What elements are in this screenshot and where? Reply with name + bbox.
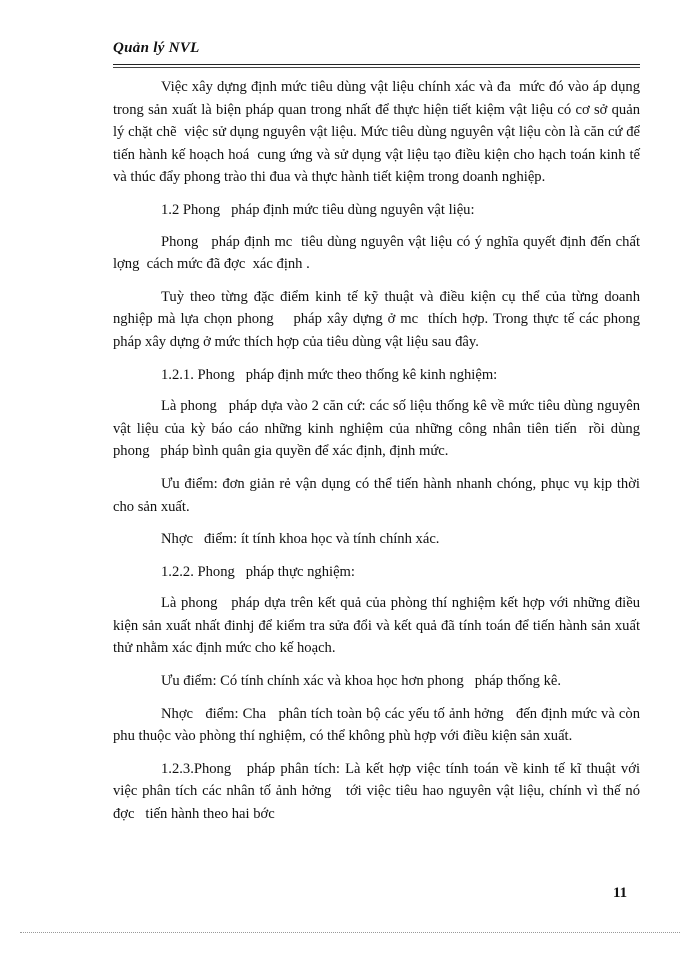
page-body xyxy=(113,76,651,826)
paragraph-statistical-disadvantage: Nhợc điểm: ít tính khoa học và tính chính xác. xyxy=(161,531,440,548)
paragraph-method-choice: Tuỳ theo từng đặc điểm kinh tế kỹ thuật và điều kiện cụ thể của từng doanh nghiệp mà lựa chọn phong pháp xây dựng ở mc thích hợp. Trong thực tế các phong pháp xây dựng ở mức thích hợp của tiêu dùng vật liệu sau đây. xyxy=(113,288,651,350)
paragraph-experimental-disadvantage: Nhợc điểm: Cha phân tích toàn bộ các yếu tố ảnh hởng đến định mức và còn phu thuộc vào phòng thí nghiệm, có thể không phù hợp với điều kiện sản xuất. xyxy=(113,705,644,745)
footer-rule xyxy=(20,932,680,933)
page-number: 11 xyxy=(613,885,628,901)
heading-1-2: 1.2 Phong pháp định mức tiêu dùng nguyên vật liệu: xyxy=(161,201,475,218)
paragraph-method-meaning: Phong pháp định mc tiêu dùng nguyên vật liệu có ý nghĩa quyết định đến chất lợng cách mức đã đợc xác định . xyxy=(113,233,644,273)
paragraph-intro: Việc xây dựng định mức tiêu dùng vật liệu chính xác và đa mức đó vào áp dụng trong sản xuất là biện pháp quan trong nhất để thực hiện tiết kiệm vật liệu có cơ sở quản lý chặt chẽ việc sử dụng nguyên vật liệu. Mức tiêu dùng nguyên vật liệu còn là căn cứ để tiến hành kế hoạch hoá cung ứng và sử dụng vật liệu tạo điều kiện cho hạch toán kinh tế và thúc đẩy phong trào thi đua và thực hành tiết kiệm trong doanh nghiệp. xyxy=(113,79,644,186)
header-rule-secondary xyxy=(113,67,640,68)
paragraph-experimental-advantage: Ưu điểm: Có tính chính xác và khoa học hơn phong pháp thống kê. xyxy=(161,673,562,690)
header-rule xyxy=(113,64,640,65)
paragraph-analytical-method: 1.2.3.Phong pháp phân tích: Là kết hợp việc tính toán về kinh tế kĩ thuật với việc phân tích các nhân tố ảnh hởng tới việc tiêu hao nguyên vật liệu, chính vì thế nó đợc tiến hành theo hai bớc xyxy=(113,760,644,823)
paragraph-statistical-method: Là phong pháp dựa vào 2 căn cứ: các số liệu thống kê về mức tiêu dùng nguyên vật liệu của kỳ báo cáo những kinh nghiệm của những công nhân tiên tiến rồi dùng phong pháp bình quân gia quyền để xác định, định mức. xyxy=(113,398,644,460)
heading-1-2-2: 1.2.2. Phong pháp thực nghiệm: xyxy=(161,563,355,580)
paragraph-experimental-method: Là phong pháp dựa trên kết quả của phòng thí nghiệm kết hợp với những điều kiện sản xuất nhất đinhj để kiểm tra sửa đổi và kết quả đã tính toán để tiến hành sản xuất thử nhằm xác định mức cho kế hoạch. xyxy=(113,595,644,657)
paragraph-statistical-advantage: Ưu điểm: đơn giản rẻ vận dụng có thể tiến hành nhanh chóng, phục vụ kịp thời cho sản xuất. xyxy=(113,475,644,515)
page-header-title: Quản lý NVL xyxy=(113,40,200,56)
heading-1-2-1: 1.2.1. Phong pháp định mức theo thống kê kinh nghiệm: xyxy=(161,366,498,383)
